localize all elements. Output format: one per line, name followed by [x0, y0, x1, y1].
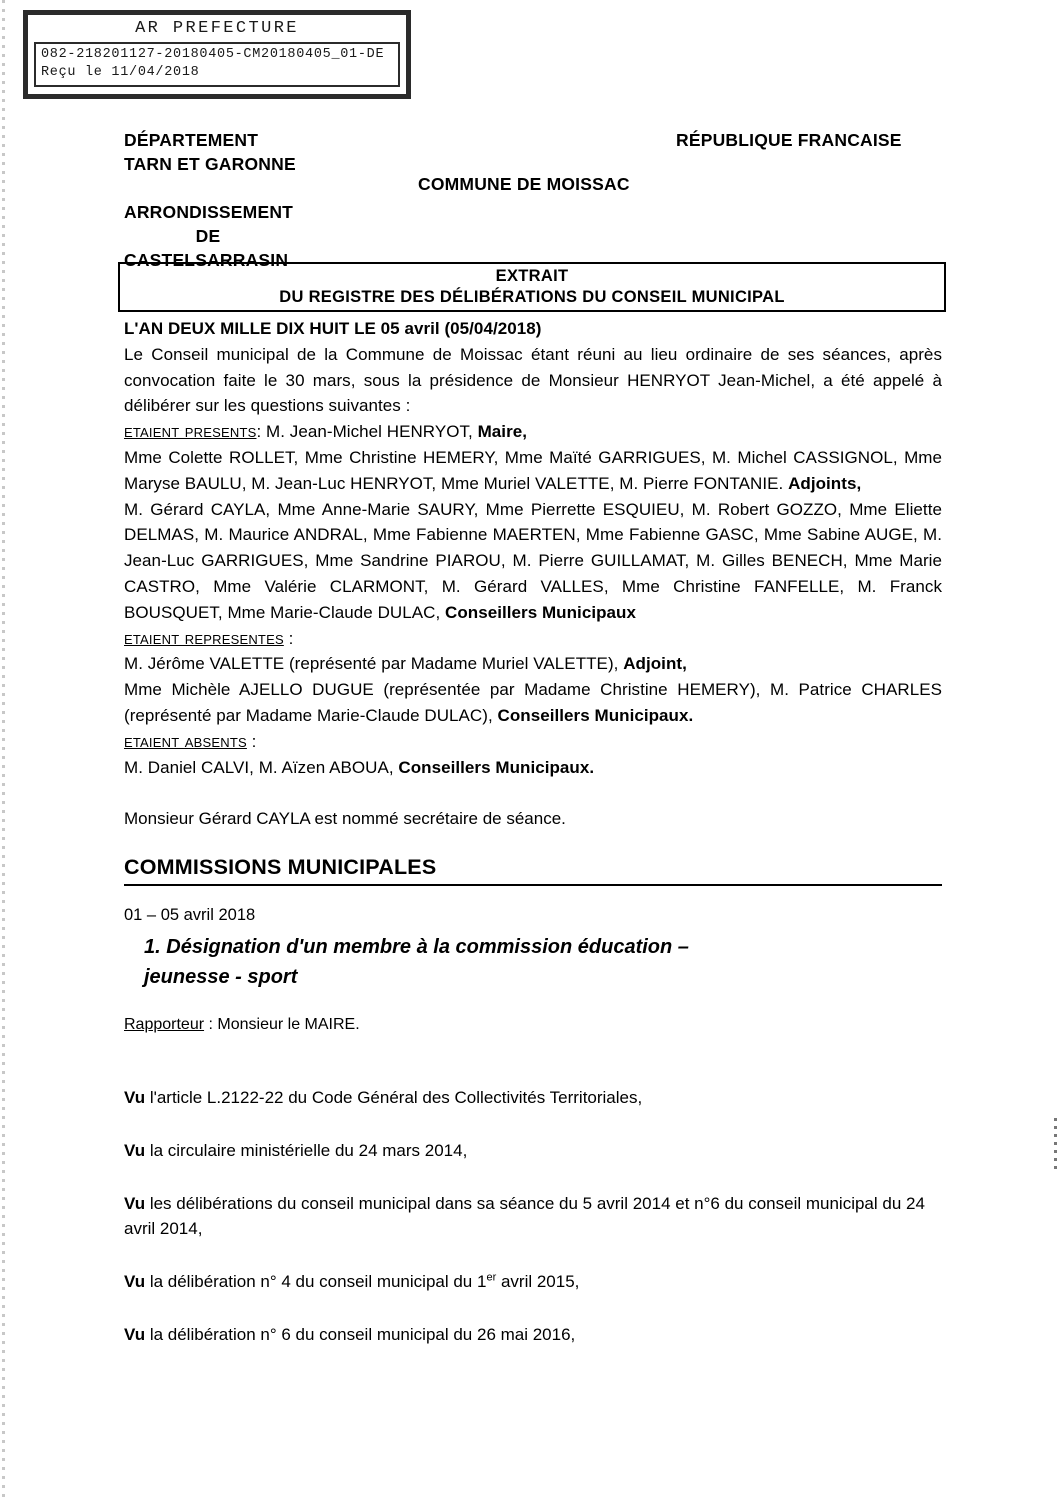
rapporteur-value: : Monsieur le MAIRE. [204, 1016, 360, 1033]
presents-conseillers-names: M. Gérard CAYLA, Mme Anne-Marie SAURY, Mme Pierrette ESQUIEU, M. Robert GOZZO, Mme Eliette DELMAS, M. Maurice ANDRAL, Mme Fabienne MAERTEN, Mme Fabienne GASC, Mme Sabine AUGE, M. Jean-Luc GARRIGUES, Mme Sandrine PIAROU, M. Pierre GUILLAMAT, M. Gilles BENECH, Mme Marie CASTRO, Mme Valérie CLARMONT, M. Gérard VALLES, Mme Christine FANFELLE, M. Franck BOUSQUET, Mme Marie-Claude DULAC, [124, 499, 942, 622]
vu-prefix: Vu [124, 1272, 146, 1292]
stamp-received-date: Reçu le 11/04/2018 [41, 65, 200, 80]
vu-text: la délibération n° 6 du conseil municipal du 26 mai 2016, [145, 1324, 576, 1344]
presents-adjoints-role: Adjoints, [788, 473, 862, 493]
vu-clause [124, 1269, 942, 1295]
presents-adjoints-names: Mme Colette ROLLET, Mme Christine HEMERY, Mme Maïté GARRIGUES, M. Michel CASSIGNOL, Mme Maryse BAULU, M. Jean-Luc HENRYOT, Mme Muriel VALETTE, M. Pierre FONTANIE. [124, 447, 942, 493]
extrait-title-box [118, 262, 946, 312]
vu-clauses-list [124, 1085, 942, 1375]
agenda-item-title-line2: jeunesse - sport [144, 966, 298, 988]
representes-role-2: Conseillers Municipaux. [497, 705, 694, 725]
commissions-section-header [124, 853, 942, 886]
arrondissement-de: DE [195, 226, 221, 246]
rapporteur-label: Rapporteur [124, 1016, 205, 1033]
agenda-item-number: 1. [144, 936, 161, 958]
extrait-label: EXTRAIT [495, 267, 569, 285]
absents-label: etaient absents [124, 730, 247, 752]
vu-prefix: Vu [124, 1088, 146, 1107]
absents-names: M. Daniel CALVI, M. Aïzen ABOUA, [124, 757, 399, 777]
agenda-item-title-line1: Désignation d'un membre à la commission éducation – [166, 936, 689, 958]
absents-line [124, 755, 942, 781]
stamp-inner-box [34, 42, 400, 87]
representes-label: etaient representes [124, 627, 284, 649]
presents-adjoints-paragraph [124, 445, 942, 497]
representes-names-2: Mme Michèle AJELLO DUGUE (représentée par Madame Christine HEMERY), M. Patrice CHARLES (représenté par Madame Marie-Claude DULAC), [124, 680, 942, 725]
vu-clause [124, 1191, 942, 1243]
vu-tail: avril 2015, [496, 1272, 580, 1292]
representes-name-1: M. Jérôme VALETTE (représenté par Madame Muriel VALETTE), [124, 654, 624, 674]
presents-separator: : [256, 422, 267, 442]
vu-prefix: Vu [124, 1193, 146, 1213]
stamp-reference: 082-218201127-20180405-CM20180405_01-DE [41, 47, 385, 62]
arrondissement-label: ARRONDISSEMENT [124, 202, 294, 222]
paragraph-spacer [124, 780, 942, 806]
presents-label: etaient presents [124, 421, 257, 443]
vu-clause [124, 1085, 942, 1111]
representes-line-1 [124, 651, 942, 677]
representes-role-1: Adjoint, [623, 654, 687, 674]
arrondissement-name: CASTELSARRASIN [124, 250, 289, 270]
presents-maire-name: M. Jean-Michel HENRYOT, [266, 422, 478, 442]
stamp-title: AR PREFECTURE [135, 19, 299, 38]
vu-text: la délibération n° 4 du conseil municipal du 1 [145, 1272, 487, 1292]
departement-name: TARN ET GARONNE [124, 154, 296, 174]
absents-role: Conseillers Municipaux. [398, 757, 595, 777]
presents-conseillers-paragraph [124, 497, 942, 626]
absents-separator: : [246, 731, 257, 751]
vu-clause [124, 1322, 942, 1348]
vu-superscript: er [486, 1271, 497, 1284]
vu-text: les délibérations du conseil municipal dans sa séance du 5 avril 2014 et n°6 du conseil municipal du 24 avril 2014, [124, 1193, 925, 1239]
vu-clause [124, 1138, 942, 1164]
departement-block [124, 128, 296, 176]
representes-line-2 [124, 677, 942, 729]
presents-maire-role: Maire, [477, 422, 528, 442]
extrait-subtitle: DU REGISTRE DES DÉLIBÉRATIONS DU CONSEIL MUNICIPAL [279, 288, 785, 306]
scan-artifact-right-edge [1054, 1118, 1057, 1174]
agenda-item-date-range: 01 – 05 avril 2018 [124, 906, 256, 924]
presents-conseillers-role: Conseillers Municipaux [445, 602, 636, 622]
rapporteur-line [124, 1013, 360, 1037]
commune-label: COMMUNE DE MOISSAC [418, 174, 630, 194]
convocation-paragraph: Le Conseil municipal de la Commune de Moissac étant réuni au lieu ordinaire de ses séances, après convocation faite le 30 mars, sous la présidence de Monsieur HENRYOT Jean-Michel, a été appelé à délibérer sur les questions suivantes : [124, 344, 942, 416]
document-header [0, 128, 1059, 270]
republique-francaise-label: RÉPUBLIQUE FRANCAISE [676, 130, 902, 150]
presents-maire-line [124, 419, 942, 445]
vu-text: l'article L.2122-22 du Code Général des Collectivités Territoriales, [145, 1088, 643, 1107]
vu-prefix: Vu [124, 1140, 146, 1160]
vu-text: la circulaire ministérielle du 24 mars 2014, [145, 1140, 468, 1160]
deliberation-body [124, 316, 942, 832]
vu-prefix: Vu [124, 1324, 146, 1344]
section-divider [124, 884, 942, 886]
representes-heading [124, 626, 942, 652]
departement-label: DÉPARTEMENT [124, 130, 259, 150]
agenda-item-title [124, 932, 942, 992]
absents-heading [124, 729, 942, 755]
commissions-heading: COMMISSIONS MUNICIPALES [124, 855, 437, 879]
ar-prefecture-stamp [23, 10, 411, 99]
session-date-line: L'AN DEUX MILLE DIX HUIT LE 05 avril (05/04/2018) [124, 319, 542, 338]
representes-separator: : [283, 628, 294, 648]
secretaire-de-seance-line: Monsieur Gérard CAYLA est nommé secrétaire de séance. [124, 809, 566, 829]
